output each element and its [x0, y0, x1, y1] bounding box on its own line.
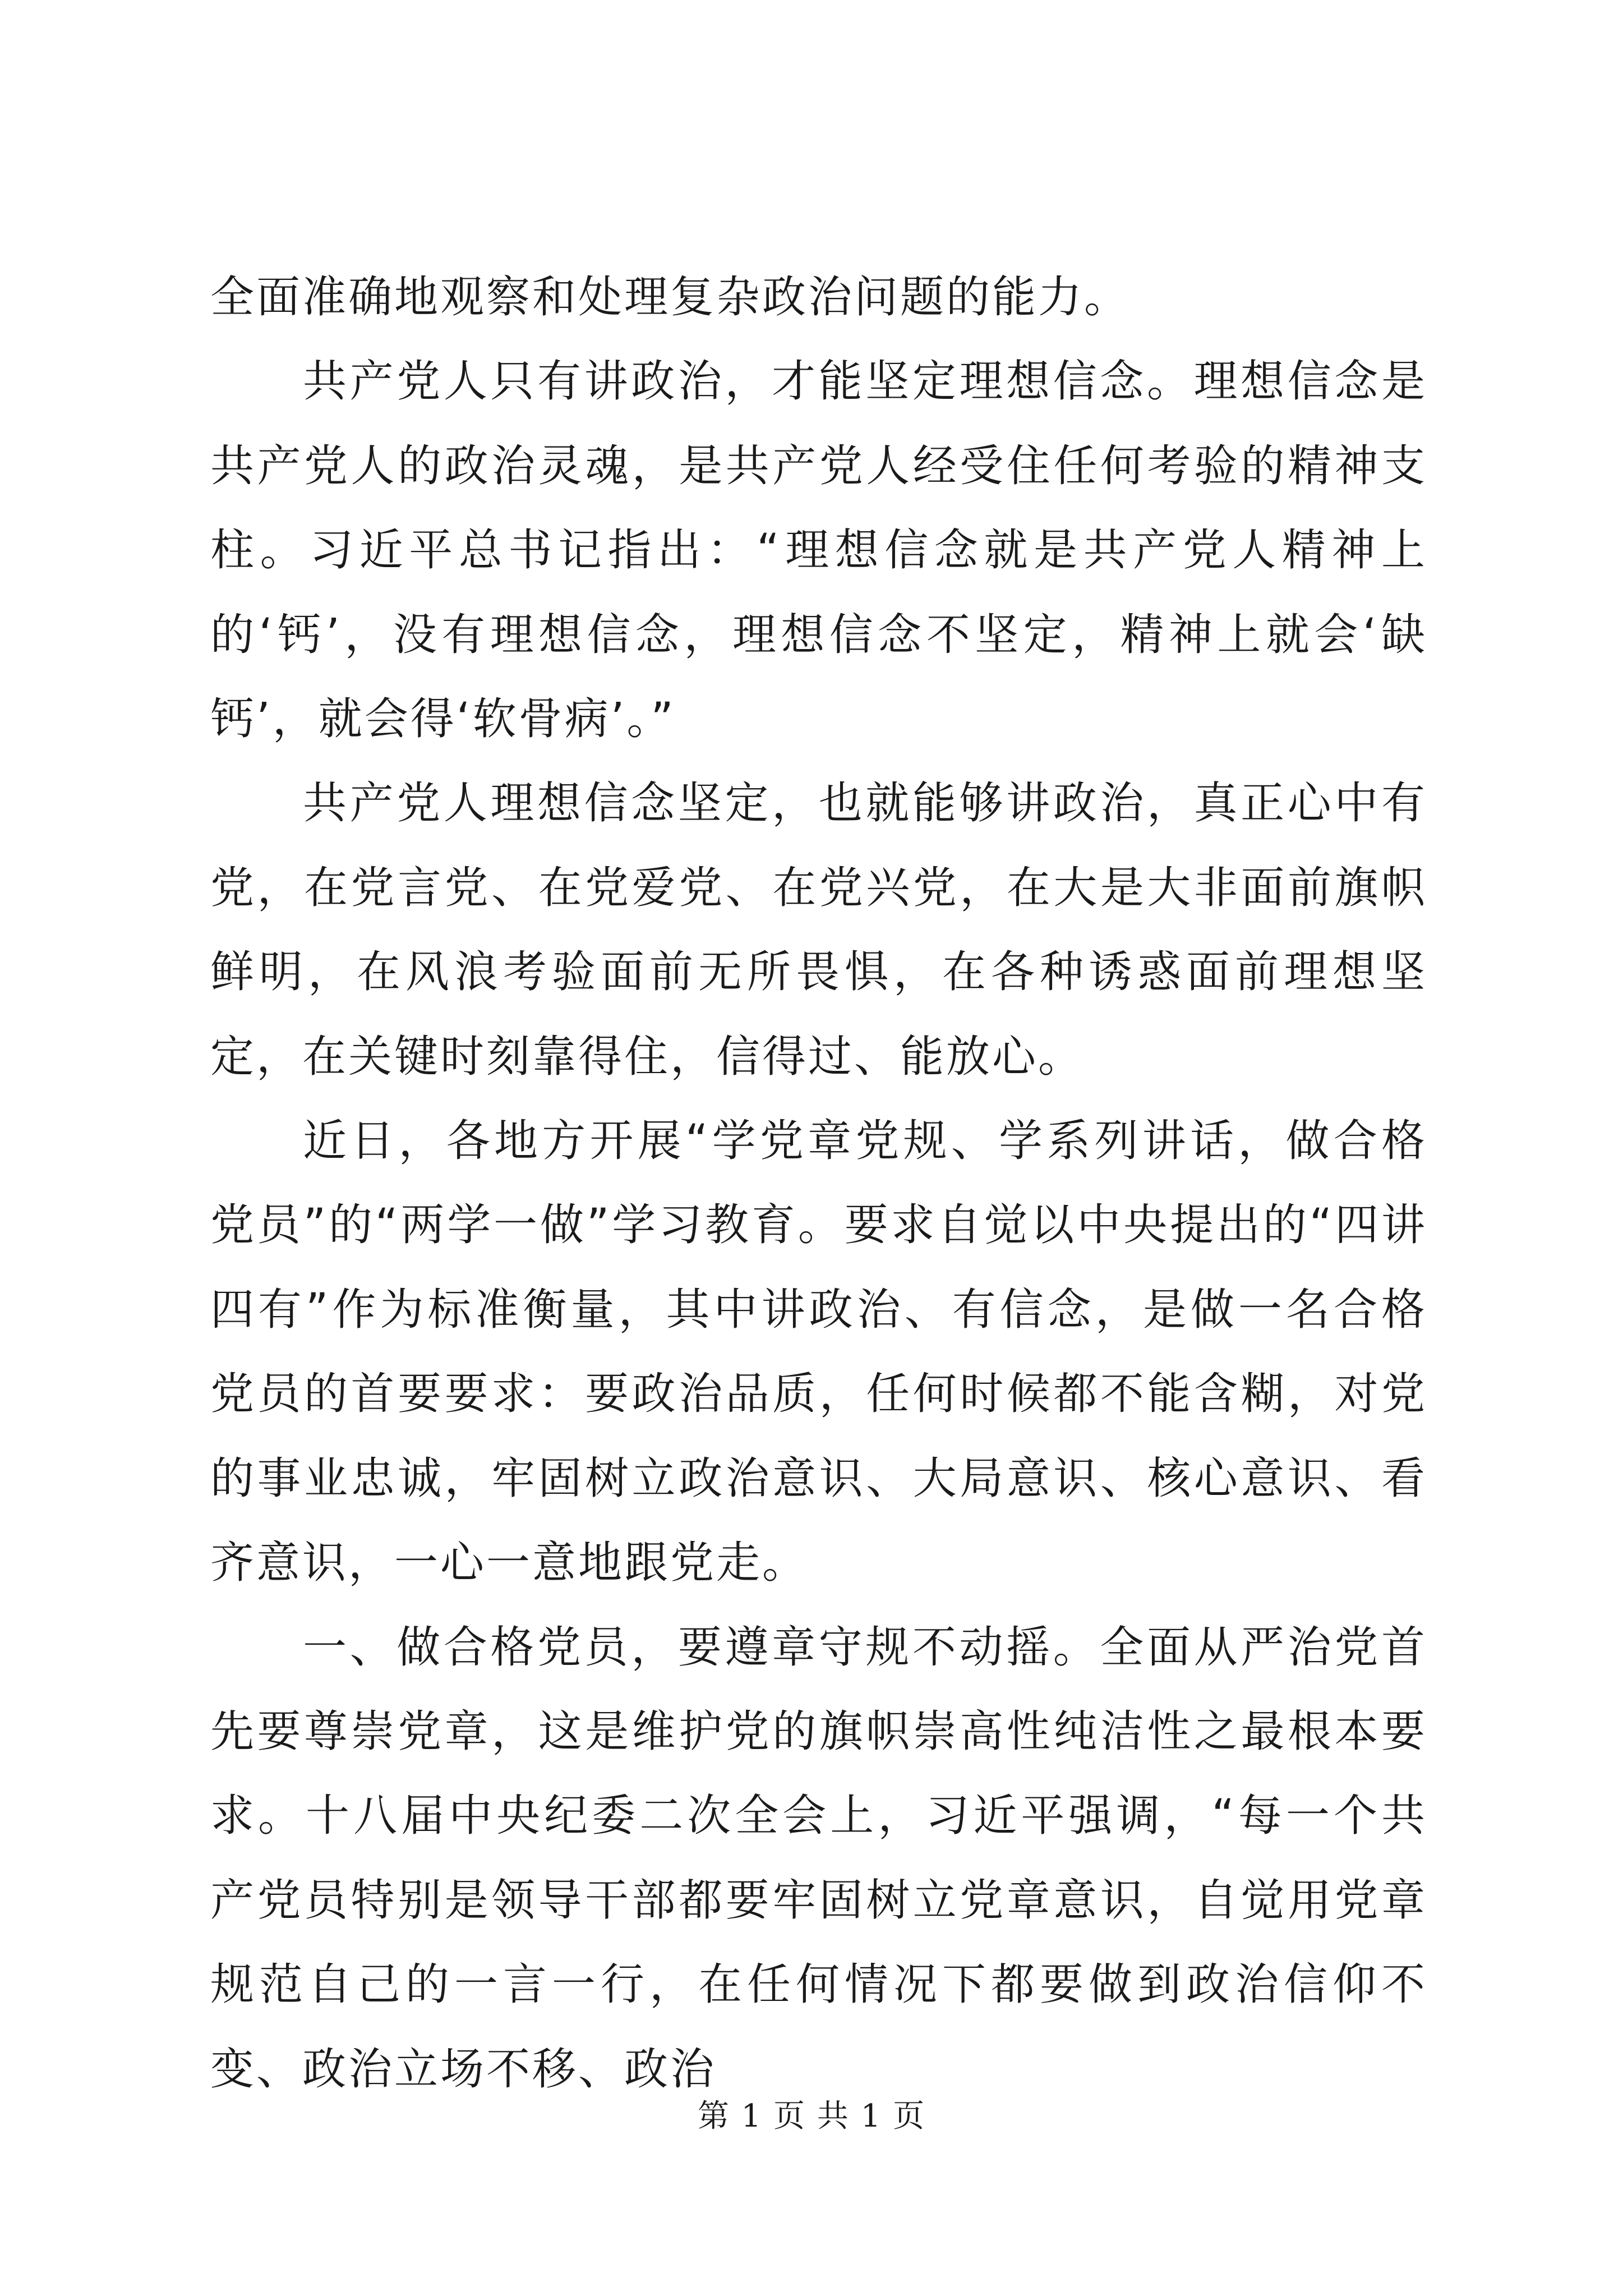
body-text: [210, 255, 1427, 2111]
paragraph-5: 一、做合格党员，要遵章守规不动摇。全面从严治党首先要尊崇党章，这是维护党的旗帜崇高性纯洁性之最根本要求。十八届中央纪委二次全会上，习近平强调，“每一个共产党员特别是领导干部都要牢固树立党章意识，自觉用党章规范自己的一言一行，在任何情况下都要做到政治信仰不变、政治立场不移、政治: [210, 1622, 1427, 2095]
paragraph-3: 共产党人理想信念坚定，也就能够讲政治，真正心中有党，在党言党、在党爱党、在党兴党，在大是大非面前旗帜鲜明，在风浪考验面前无所畏惧，在各种诱惑面前理想坚定，在关键时刻靠得住，信得过、能放心。: [210, 778, 1427, 1082]
paragraph-1: 全面准确地观察和处理复杂政治问题的能力。: [210, 272, 1131, 323]
paragraph-2: 共产党人只有讲政治，才能坚定理想信念。理想信念是共产党人的政治灵魂，是共产党人经受住任何考验的精神支柱。习近平总书记指出：“理想信念就是共产党人精神上的‘钙’，没有理想信念，理想信念不坚定，精神上就会‘缺钙’，就会得‘软骨病’。”: [210, 356, 1427, 745]
page-footer: 第 1 页 共 1 页: [697, 2098, 926, 2134]
paragraph-4: 近日，各地方开展“学党章党规、学系列讲话，做合格党员”的“两学一做”学习教育。要求自觉以中央提出的“四讲四有”作为标准衡量，其中讲政治、有信念，是做一名合格党员的首要要求：要政治品质，任何时候都不能含糊，对党的事业忠诚，牢固树立政治意识、大局意识、核心意识、看齐意识，一心一意地跟党走。: [210, 1116, 1427, 1589]
